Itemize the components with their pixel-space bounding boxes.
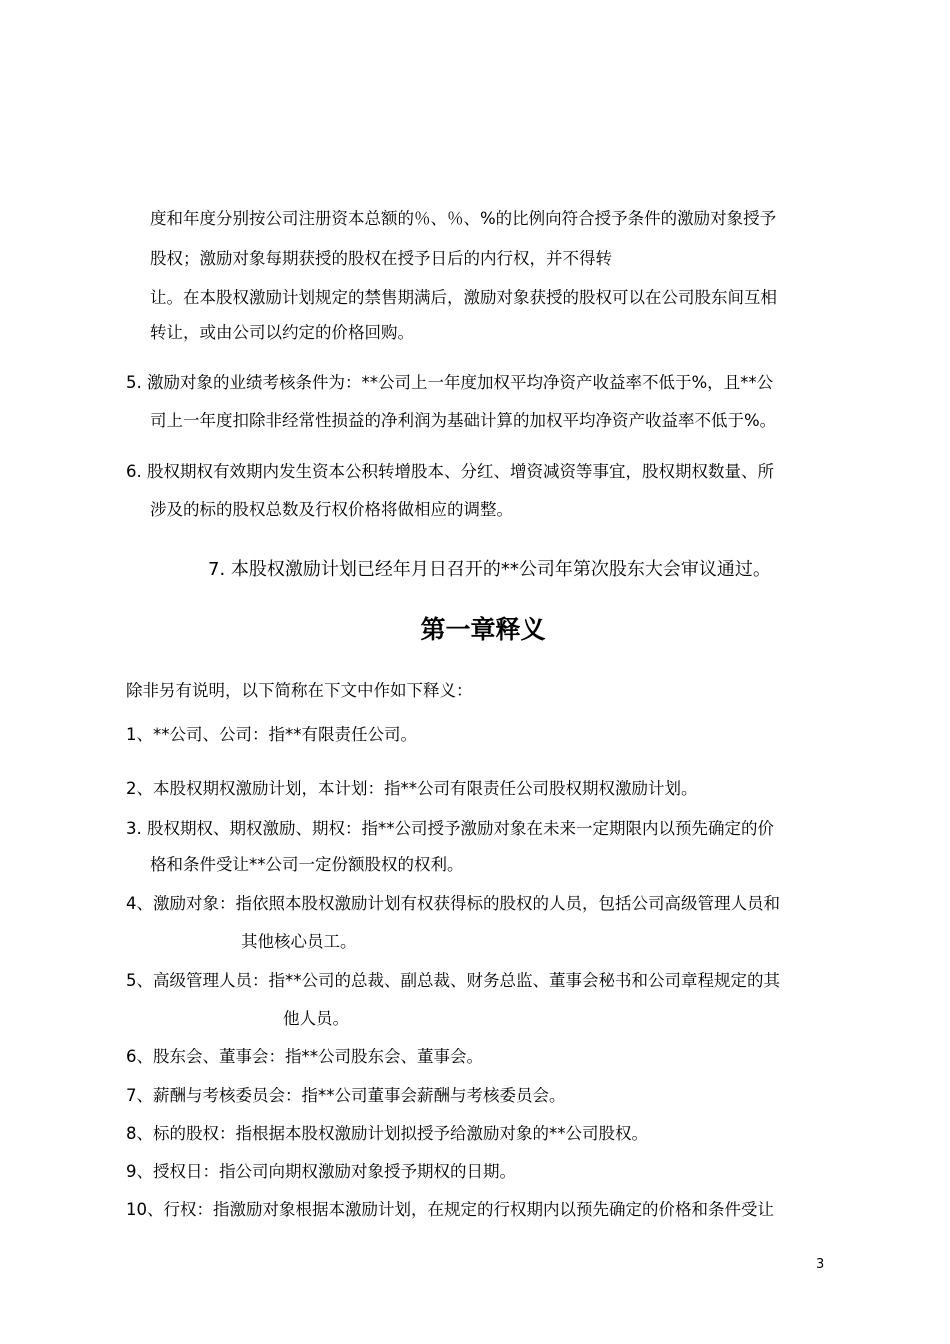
list-item-5-line: 5. 激励对象的业绩考核条件为：**公司上一年度加权平均净资产收益率不低于%，且**公 bbox=[126, 373, 774, 392]
list-item-7: 7. 本股权激励计划已经年月日召开的**公司年第次股东大会审议通过。 bbox=[208, 559, 771, 580]
definition-item: 7、薪酬与考核委员会：指**公司董事会薪酬与考核委员会。 bbox=[126, 1086, 566, 1105]
definition-item-continued: 格和条件受让**公司一定份额股权的权利。 bbox=[150, 855, 464, 874]
paragraph-line: 让。在本股权激励计划规定的禁售期满后，激励对象获授的股权可以在公司股东间互相 bbox=[150, 288, 777, 307]
page-number: 3 bbox=[816, 1257, 825, 1272]
paragraph-line: 转让，或由公司以约定的价格回购。 bbox=[150, 323, 414, 342]
definition-item: 8、标的股权：指根据本股权激励计划拟授予给激励对象的**公司股权。 bbox=[126, 1124, 648, 1143]
paragraph-line: 股权；激励对象每期获授的股权在授予日后的内行权，并不得转 bbox=[150, 249, 612, 268]
definition-item: 4、激励对象：指依照本股权激励计划有权获得标的股权的人员，包括公司高级管理人员和 bbox=[126, 894, 780, 913]
definition-item: 1、**公司、公司：指**有限责任公司。 bbox=[126, 725, 417, 744]
list-item-6-line: 6. 股权期权有效期内发生资本公积转增股本、分红、增资减资等事宜，股权期权数量、所 bbox=[126, 462, 774, 481]
definition-item: 2、本股权期权激励计划，本计划：指**公司有限责任公司股权期权激励计划。 bbox=[126, 779, 698, 798]
definition-item-continued: 其他核心员工。 bbox=[241, 932, 357, 951]
chapter-title: 第一章释义 bbox=[420, 615, 546, 644]
definition-item: 3. 股权期权、期权激励、期权：指**公司授予激励对象在未来一定期限内以预先确定的价 bbox=[126, 819, 774, 838]
definition-item: 10、行权：指激励对象根据本激励计划，在规定的行权期内以预先确定的价格和条件受让 bbox=[126, 1200, 774, 1219]
definition-item: 5、高级管理人员：指**公司的总裁、副总裁、财务总监、董事会秘书和公司章程规定的其 bbox=[126, 971, 780, 990]
list-item-5-line: 司上一年度扣除非经常性损益的净利润为基础计算的加权平均净资产收益率不低于%。 bbox=[150, 411, 777, 430]
intro-text: 除非另有说明，以下简称在下文中作如下释义： bbox=[126, 681, 473, 700]
definition-item-continued: 他人员。 bbox=[283, 1009, 349, 1028]
definition-item: 6、股东会、董事会：指**公司股东会、董事会。 bbox=[126, 1047, 483, 1066]
paragraph-line: 度和年度分别按公司注册资本总额的％、％、%的比例向符合授予条件的激励对象授予 bbox=[150, 209, 777, 228]
list-item-6-line: 涉及的标的股权总数及行权价格将做相应的调整。 bbox=[150, 500, 513, 519]
definition-item: 9、授权日：指公司向期权激励对象授予期权的日期。 bbox=[126, 1162, 516, 1181]
